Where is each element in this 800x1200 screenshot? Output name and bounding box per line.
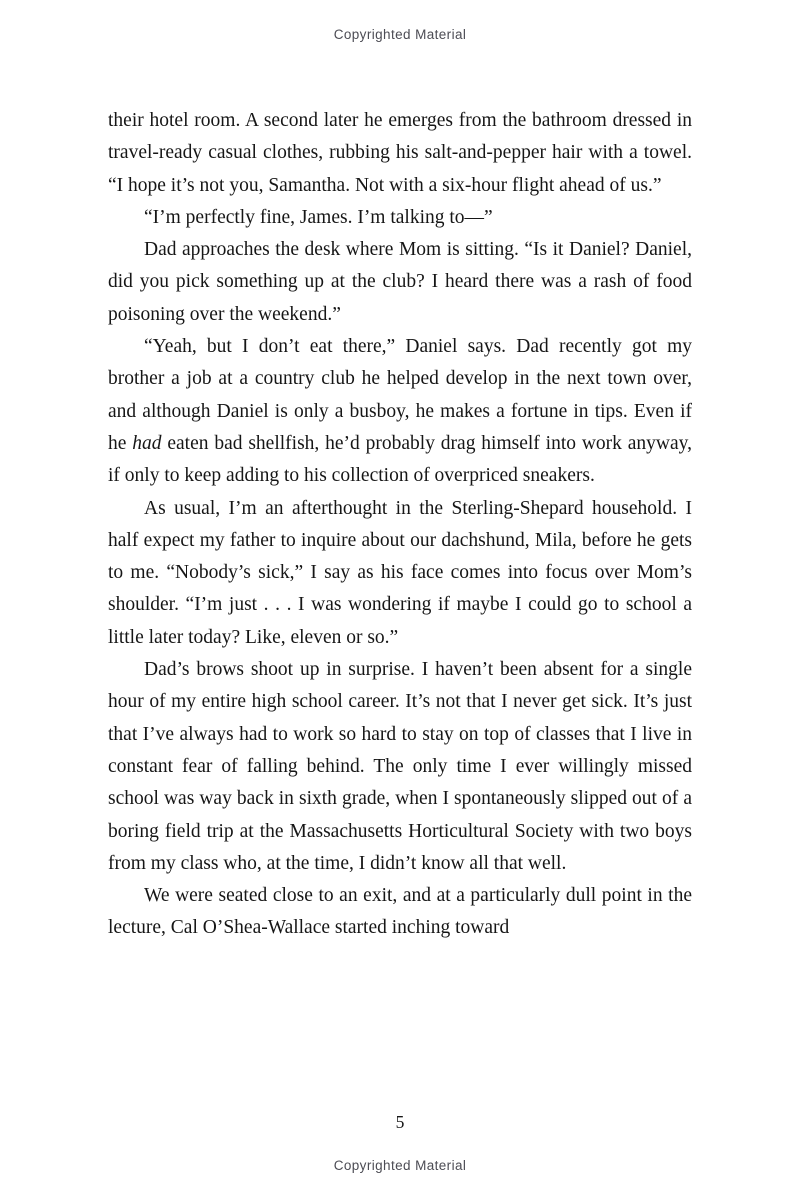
- text-run: “Yeah, but I don’t eat there,” Daniel says. Dad recently got my brother a job at a country club he helped develop in the next town over, and although Daniel is only a busboy, he makes a fortune in tips. Even if he: [108, 336, 692, 454]
- paragraph: [108, 493, 692, 654]
- text-run: their hotel room. A second later he emerges from the bathroom dressed in travel-ready casual clothes, rubbing his salt-and-pepper hair with a towel. “I hope it’s not you, Samantha. Not with a six-hour flight ahead of us.”: [108, 110, 692, 196]
- text-run: eaten bad shellfish, he’d probably drag himself into work anyway, if only to keep adding to his collection of overpriced sneakers.: [108, 432, 693, 487]
- page-number: 5: [395, 1112, 405, 1132]
- bottom-watermark: Copyrighted Material: [333, 1158, 467, 1173]
- italic-text-run: had: [132, 432, 162, 454]
- top-watermark: Copyrighted Material: [333, 27, 467, 42]
- paragraph: [108, 234, 692, 331]
- paragraph: [108, 654, 692, 880]
- text-run: “I’m perfectly fine, James. I’m talking to—”: [144, 206, 493, 228]
- paragraph: [108, 105, 692, 202]
- paragraph: [108, 880, 692, 945]
- text-run: Dad approaches the desk where Mom is sitting. “Is it Daniel? Daniel, did you pick something up at the club? I heard there was a rash of food poisoning over the weekend.”: [108, 239, 692, 325]
- page-text: [108, 105, 692, 945]
- text-run: We were seated close to an exit, and at a particularly dull point in the lecture, Cal O’Shea-Wallace started inching toward: [108, 885, 692, 939]
- paragraph: [108, 331, 692, 492]
- text-run: As usual, I’m an afterthought in the Sterling-Shepard household. I half expect my father to inquire about our dachshund, Mila, before he gets to me. “Nobody’s sick,” I say as his face comes into focus over Mom’s shoulder. “I’m just . . . I was wondering if maybe I could go to school a little later today? Like, eleven or so.”: [108, 497, 692, 648]
- paragraph: [108, 202, 692, 234]
- text-run: Dad’s brows shoot up in surprise. I haven’t been absent for a single hour of my entire high school career. It’s not that I never get sick. It’s just that I’ve always had to work so hard to stay on top of classes that I live in constant fear of falling behind. The only time I ever willingly missed school was way back in sixth grade, when I spontaneously slipped out of a boring field trip at the Massachusetts Horticultural Society with two boys from my class who, at the time, I didn’t know all that well.: [108, 659, 692, 874]
